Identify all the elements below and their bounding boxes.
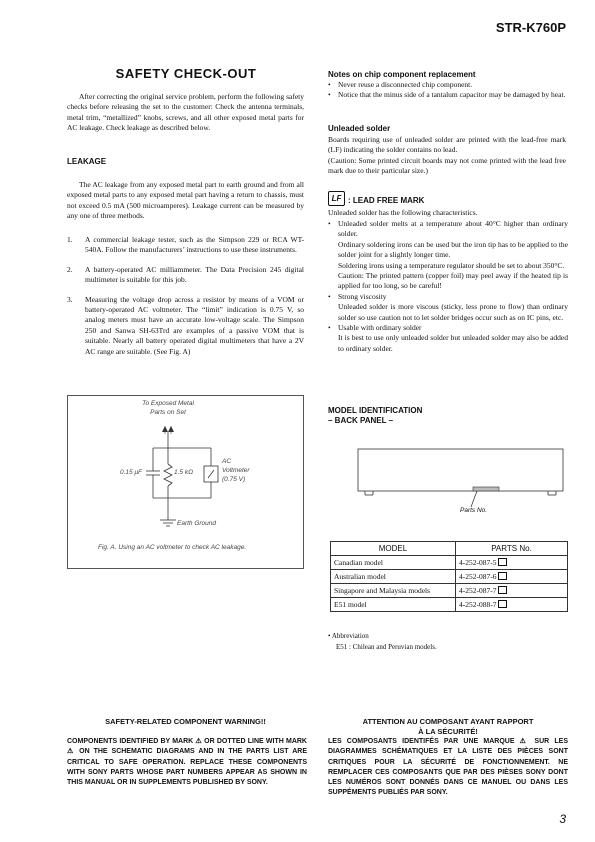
unleaded-text: Boards requiring use of unleaded solder are printed with the lead-free mark (LF) indicating the solder contains no lead. (Caution: Some printed circuit boards may not come printed with the lead free mark due to their particular size.) [328, 135, 566, 176]
fig-label-voltage: (0.75 V) [222, 476, 246, 483]
warning-en-body: COMPONENTS IDENTIFIED BY MARK ⚠ OR DOTTED LINE WITH MARK ⚠ ON THE SCHEMATIC DIAGRAMS AND IN THE PARTS LIST ARE CRITICAL TO SAFE OPERATION. REPLACE THESE COMPONENTS WITH SONY PARTS WHOSE PART NUMBERS APPEAR AS SHOWN IN THIS MANUAL OR IN SUPPLEMENTS PUBLISHED BY SONY. [67, 738, 307, 787]
safety-intro: After correcting the original service problem, perform the following safety checks before releasing the set to the customer: Check the antenna terminals, metal trim, “metallized” knobs, screws, and all other exposed metal parts for AC leakage. Check leakage as described below. [67, 92, 304, 133]
model-parts-table [330, 541, 568, 612]
box-symbol-icon [498, 600, 507, 608]
abbreviation-label: • Abbreviation [328, 632, 369, 640]
method-item: 1. A commercial leakage tester, such as the Simpson 229 or RCA WT-540A. Follow the manufacturers’ instructions to use these instruments. [67, 235, 304, 255]
lead-free-list: • Unleaded solder melts at a temperature about 40°C higher than ordinary solder. Ordinary soldering irons can be used but the iron tip has to be applied to the solder joint for a slightly longer time. Soldering irons using a temperature regulator should be set to about 350°C. Caution: The printed pattern (copper foil) may peel away if the heated tip is applied for too long, so be careful! • Strong viscosity Unleaded solder is more viscous (sticky, less prone to flow) than ordinary solder so use caution not to let solder bridges occur such as on IC pins, etc. • Usable with ordinary solder It is best to use only unleaded solder but unleaded solder may also be added to ordinary solder. [328, 219, 568, 353]
chip-note: • Notice that the minus side of a tantalum capacitor may be damaged by heat. [328, 90, 566, 100]
table-row: E51 model 4-252-088-7 [331, 598, 568, 612]
box-symbol-icon [498, 572, 507, 580]
chip-note: • Never reuse a disconnected chip component. [328, 80, 473, 89]
lead-free-item: • Unleaded solder melts at a temperature about 40°C higher than ordinary solder. [328, 219, 568, 239]
table-row: Canadian model 4-252-087-5 [331, 556, 568, 570]
back-panel-heading: – BACK PANEL – [328, 416, 394, 425]
warning-en-title: SAFETY-RELATED COMPONENT WARNING!! [105, 717, 266, 726]
page-number: 3 [559, 812, 566, 826]
model-id-heading: MODEL IDENTIFICATION [328, 406, 423, 415]
leakage-circuit-diagram [68, 396, 303, 568]
method-item: 3. Measuring the voltage drop across a resistor by means of a VOM or battery-operated AC voltmeter. The “limit” indication is 0.75 V, so analog meters must have an accurate low-voltage scale. The Simpson 250 and Sanwa SH-63Trd are examples of a passive VOM that is suitable. Nearly all battery operated digital multimeters that have a 2V AC range are suitable. (See Fig. A) [67, 294, 304, 356]
box-symbol-icon [498, 586, 507, 594]
leakage-text: The AC leakage from any exposed metal part to earth ground and from all exposed metal parts to any exposed metal part having a return to chassis, must not exceed 0.5 mA (500 microamperes). Leakage current can be measured by any one of three methods. [67, 180, 304, 221]
col-parts-no: PARTS No. [456, 542, 568, 556]
col-model: MODEL [331, 542, 456, 556]
model-code: STR-K760P [495, 20, 566, 35]
fig-label-ac: AC [222, 458, 232, 465]
table-row: Australian model 4-252-087-6 [331, 570, 568, 584]
leakage-heading: LEAKAGE [67, 157, 107, 166]
unleaded-heading: Unleaded solder [328, 124, 391, 133]
abbreviation-text: E51 : Chilean and Peruvian models. [336, 643, 437, 651]
lead-free-intro: Unleaded solder has the following characteristics. [328, 208, 478, 217]
warning-fr-title-1: ATTENTION AU COMPOSANT AYANT RAPPORT [362, 717, 534, 726]
table-row: Singapore and Malaysia models 4-252-087-7 [331, 584, 568, 598]
figure-a-box [67, 395, 304, 569]
table-header-row [331, 542, 568, 556]
fig-label-capacitor: 0.15 μF [120, 469, 142, 476]
warning-fr-title-2: À LA SÉCURITÉ! [418, 727, 478, 736]
parts-no-label: Parts No. [460, 507, 488, 514]
fig-label-resistor: 1.5 kΩ [174, 469, 194, 476]
chip-notes [328, 80, 566, 101]
chip-heading: Notes on chip component replacement [328, 70, 476, 79]
method-list [67, 235, 304, 366]
fig-label-earth-ground: Earth Ground [177, 520, 217, 527]
lead-free-item: • Strong viscosity [328, 291, 387, 301]
lead-free-logo-icon: LF [328, 191, 345, 206]
method-item: 2. A battery-operated AC milliammeter. The Data Precision 245 digital multimeter is suitable for this job. [67, 264, 304, 285]
fig-label-parts-on-set: Parts on Set [150, 409, 186, 416]
figure-caption: Fig. A. Using an AC voltmeter to check AC leakage. [98, 544, 247, 551]
lead-free-item: • Usable with ordinary solder [328, 323, 422, 333]
box-symbol-icon [498, 558, 507, 566]
fig-label-to-metal: To Exposed Metal [142, 400, 194, 407]
safety-title: SAFETY CHECK-OUT [115, 66, 257, 81]
warning-fr-body: LES COMPOSANTS IDENTIFÉS PAR UNE MARQUE ⚠ SUR LES DIAGRAMMES SCHÉMATIQUES ET LA LISTE DES PIÈCES SONT CRITIQUES POUR LA SÉCURITÉ DE FONCTIONNEMENT. NE REMPLACER CES COMPOSANTS QUE PAR DES PIÈSES SONY DONT LES NUMÉROS SONT DONNÉS DANS CE MANUEL OU DANS LES SUPPÉMENTS PUBLIÉS PAR SONY. [328, 738, 568, 797]
fig-label-voltmeter: Voltmeter [222, 467, 250, 474]
lead-free-heading: : LEAD FREE MARK [348, 196, 425, 205]
